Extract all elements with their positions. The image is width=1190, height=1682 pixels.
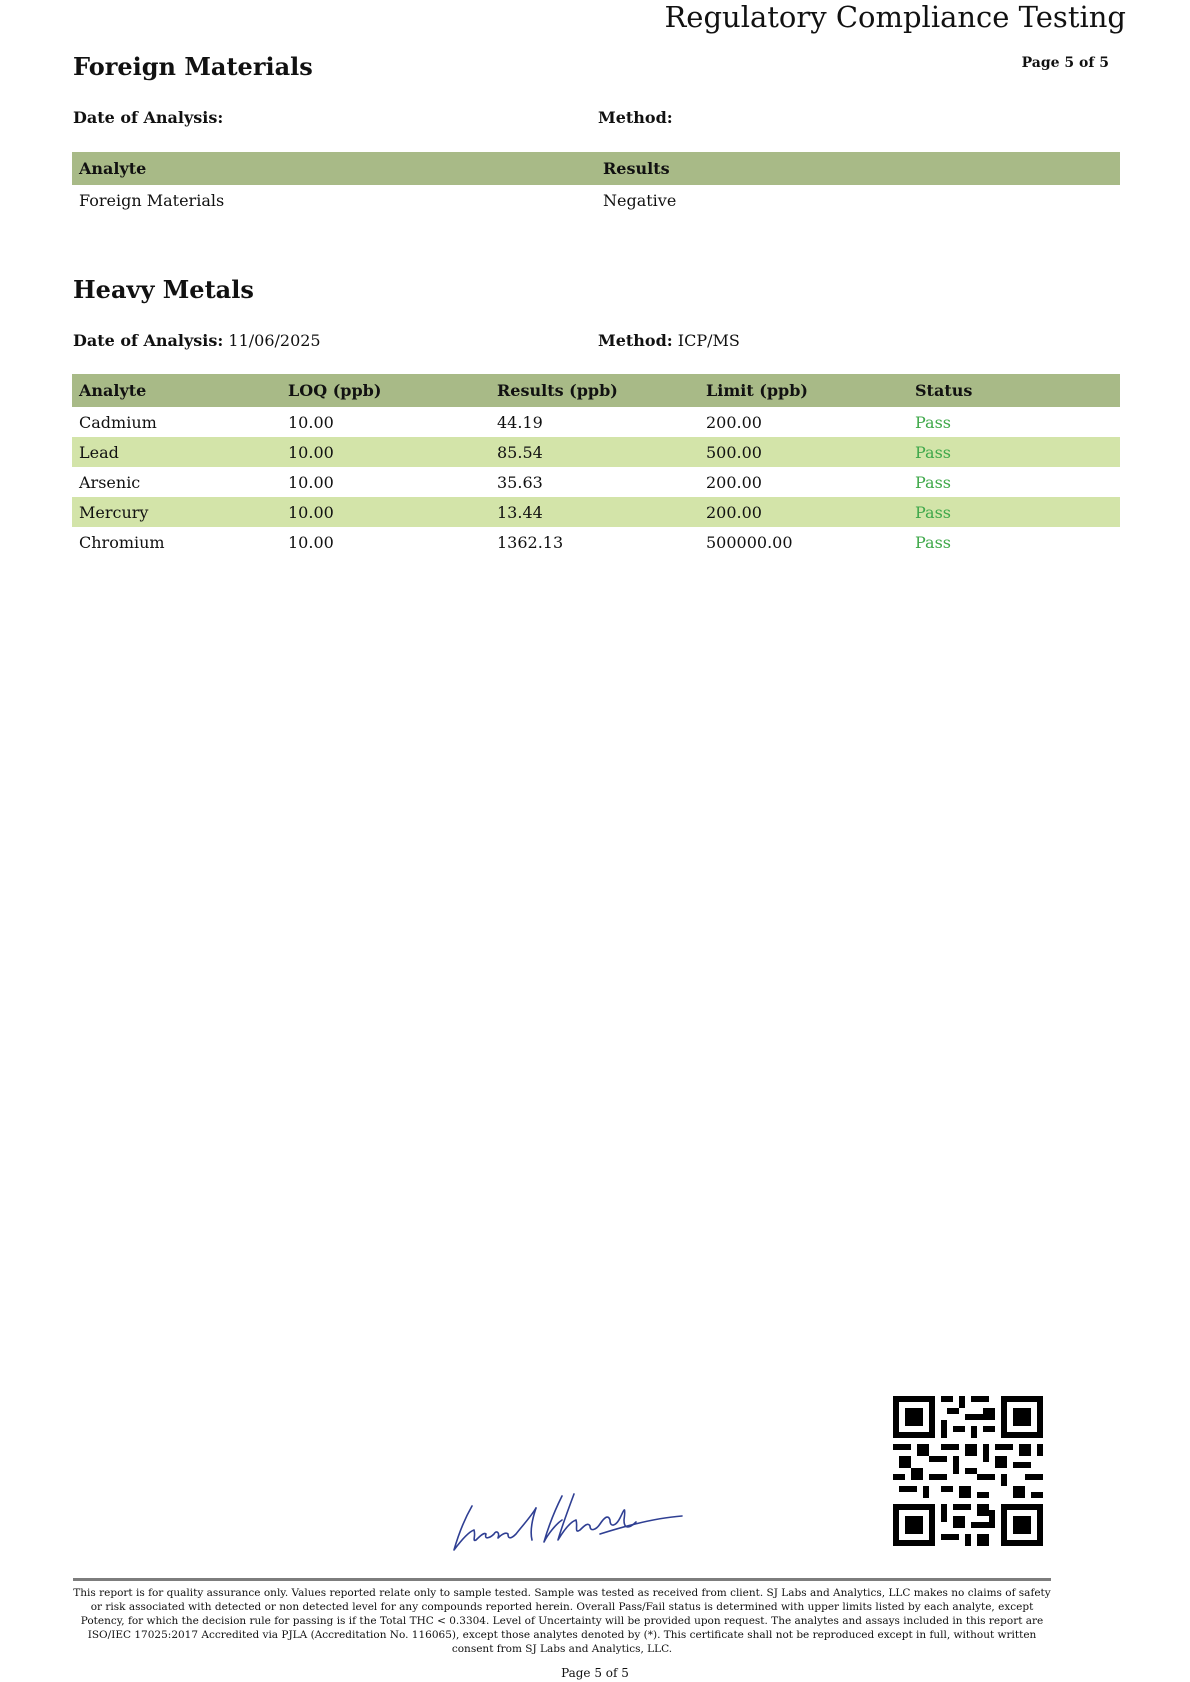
table-row	[72, 467, 1120, 497]
fm-method-label: Method:	[598, 108, 673, 127]
hm-date-label: Date of Analysis:	[73, 331, 224, 350]
table-header-row	[72, 374, 1120, 407]
loq-cell: 10.00	[288, 412, 334, 432]
limit-cell: 500.00	[699, 437, 908, 467]
result-cell: 35.63	[497, 472, 543, 492]
status-cell: Pass	[908, 497, 1120, 527]
hm-method-label: Method:	[598, 331, 673, 350]
status-cell: Pass	[915, 412, 952, 432]
disclaimer-text: This report is for quality assurance only. Values reported relate only to sample tested. Sample was tested as received from client. SJ Labs and Analytics, LLC makes no claims of safety or risk associated with detected or non detected level for any compounds reported herein. Overall Pass/Fail status is determined with upper limits listed by each analyte, except Potency, for which the decision rule for passing is if the Total THC < 0.3304. Level of Uncertainty will be provided upon request. The analytes and assays included in this report are ISO/IEC 17025:2017 Accredited via PJLA (Accreditation No. 116065), except those analytes denoted by (*). This certificate shall not be reproduced except in full, without written consent from SJ Labs and Analytics, LLC.	[73, 1587, 1051, 1655]
result-cell: 13.44	[490, 497, 699, 527]
table-row	[72, 407, 1120, 437]
hm-date-of-analysis	[73, 331, 321, 350]
analyte-cell: Mercury	[72, 497, 281, 527]
column-header-loq: LOQ (ppb)	[281, 374, 490, 407]
loq-cell: 10.00	[288, 472, 334, 492]
column-header-results: Results	[596, 152, 1120, 185]
loq-cell: 10.00	[288, 532, 334, 552]
column-header-analyte: Analyte	[72, 374, 281, 407]
analyte-cell: Arsenic	[79, 472, 141, 492]
page-number-top: Page 5 of 5	[1021, 55, 1109, 71]
column-header-status: Status	[908, 374, 1120, 407]
analyte-cell: Chromium	[79, 532, 165, 552]
result-cell: Negative	[603, 190, 677, 210]
qr-code-icon	[893, 1396, 1043, 1546]
analyte-cell: Foreign Materials	[79, 190, 225, 210]
limit-cell: 200.00	[699, 497, 908, 527]
table-header-row	[72, 152, 1120, 185]
page-number-bottom: Page 5 of 5	[561, 1666, 629, 1680]
signature	[450, 1490, 690, 1560]
result-cell: 1362.13	[497, 532, 564, 552]
column-header-limit: Limit (ppb)	[699, 374, 908, 407]
result-cell: 44.19	[497, 412, 543, 432]
status-cell: Pass	[908, 437, 1120, 467]
status-cell: Pass	[915, 532, 952, 552]
analyte-cell: Lead	[72, 437, 281, 467]
fm-date-label: Date of Analysis:	[73, 108, 224, 127]
result-cell: 85.54	[490, 437, 699, 467]
limit-cell: 200.00	[706, 412, 762, 432]
fm-date-of-analysis	[73, 108, 223, 127]
report-title: Regulatory Compliance Testing	[664, 0, 1126, 34]
loq-cell: 10.00	[281, 497, 490, 527]
table-row	[72, 527, 1120, 557]
column-header-results: Results (ppb)	[490, 374, 699, 407]
foreign-materials-title: Foreign Materials	[73, 52, 313, 81]
hm-date-value: 11/06/2025	[228, 331, 321, 350]
foreign-materials-table	[72, 152, 1120, 215]
heavy-metals-title: Heavy Metals	[73, 275, 254, 304]
hm-method-value: ICP/MS	[677, 331, 740, 350]
limit-cell: 200.00	[706, 472, 762, 492]
column-header-analyte: Analyte	[72, 152, 596, 185]
limit-cell: 500000.00	[706, 532, 793, 552]
footer-divider	[73, 1578, 1051, 1581]
heavy-metals-table	[72, 374, 1120, 557]
table-row	[72, 437, 1120, 467]
table-row	[72, 497, 1120, 527]
fm-method	[598, 108, 673, 127]
hm-method	[598, 331, 740, 350]
status-cell: Pass	[915, 472, 952, 492]
analyte-cell: Cadmium	[79, 412, 157, 432]
table-row	[72, 185, 1120, 215]
loq-cell: 10.00	[281, 437, 490, 467]
